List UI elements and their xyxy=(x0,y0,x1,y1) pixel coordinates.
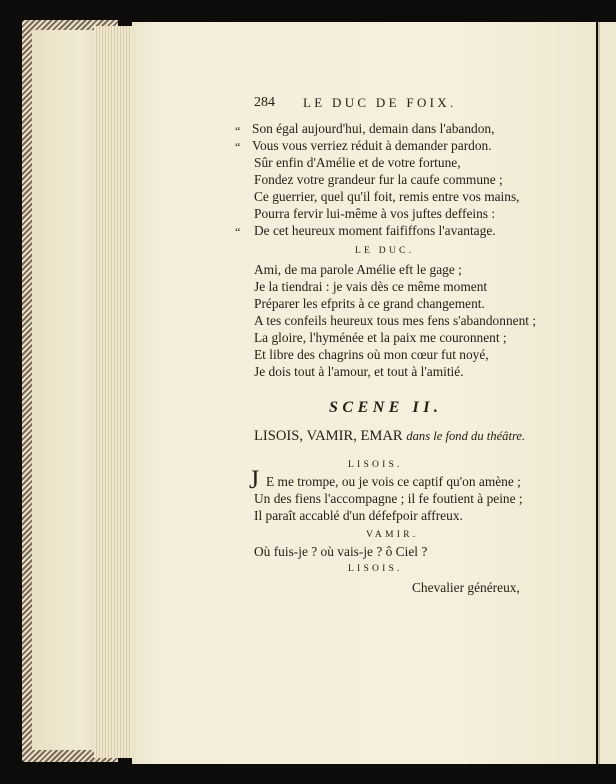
verse-line: La gloire, l'hyménée et la paix me couronnent ; xyxy=(254,330,507,345)
verse-line: Ce guerrier, quel qu'il foit, remis entre vos mains, xyxy=(254,189,520,204)
verse-line: Où fuis-je ? où vais-je ? ô Ciel ? xyxy=(254,544,428,559)
verse-line: Préparer les efprits à ce grand changement. xyxy=(254,296,485,311)
cast-list xyxy=(254,428,525,445)
verse-marker: “ xyxy=(235,225,241,239)
stage-direction: dans le fond du théâtre. xyxy=(406,429,526,443)
speaker-name: LE DUC. xyxy=(355,245,415,256)
verse-line: Vous vous verriez réduit à demander pardon. xyxy=(252,138,492,153)
speaker-name: LISOIS. xyxy=(348,459,403,470)
running-title: LE DUC DE FOIX. xyxy=(303,95,457,110)
verse-line: E me trompe, ou je vois ce captif qu'on amène ; xyxy=(266,474,521,489)
facing-page-edge xyxy=(598,22,616,764)
page-edges xyxy=(94,26,134,758)
scene-title: SCENE II. xyxy=(329,399,443,416)
verse-line: Son égal aujourd'hui, demain dans l'abandon, xyxy=(252,121,495,136)
verse-line: Pourra fervir lui-même à vos juftes deffeins : xyxy=(254,206,496,221)
drop-cap: J xyxy=(249,465,260,494)
speaker-name: VAMIR. xyxy=(366,529,419,540)
verse-line: Je la tiendrai : je vais dès ce même moment xyxy=(254,279,488,294)
verse-line: A tes confeils heureux tous mes fens s'abandonnent ; xyxy=(254,313,537,328)
speaker-name: LISOIS. xyxy=(348,563,403,574)
verse-line: Chevalier généreux, xyxy=(412,580,520,595)
verse-line: Il paraît accablé d'un défefpoir affreux. xyxy=(254,508,463,523)
verse-line: Je dois tout à l'amour, et tout à l'amitié. xyxy=(254,364,464,379)
verse-line: De cet heureux moment faififfons l'avantage. xyxy=(254,223,496,238)
verse-line: Un des fiens l'accompagne ; il fe foutient à peine ; xyxy=(254,491,523,506)
verse-line: Sûr enfin d'Amélie et de votre fortune, xyxy=(254,155,461,170)
verse-line: Fondez votre grandeur fur la caufe commune ; xyxy=(254,172,503,187)
verse-marker: “ xyxy=(235,124,241,138)
page-number: 284 xyxy=(254,95,275,110)
verse-line: Ami, de ma parole Amélie eft le gage ; xyxy=(254,262,462,277)
verse-marker: “ xyxy=(235,140,241,154)
verse-line: Et libre des chagrins où mon cœur fut noyé, xyxy=(254,347,489,362)
cast-names: LISOIS, VAMIR, EMAR xyxy=(254,428,403,444)
